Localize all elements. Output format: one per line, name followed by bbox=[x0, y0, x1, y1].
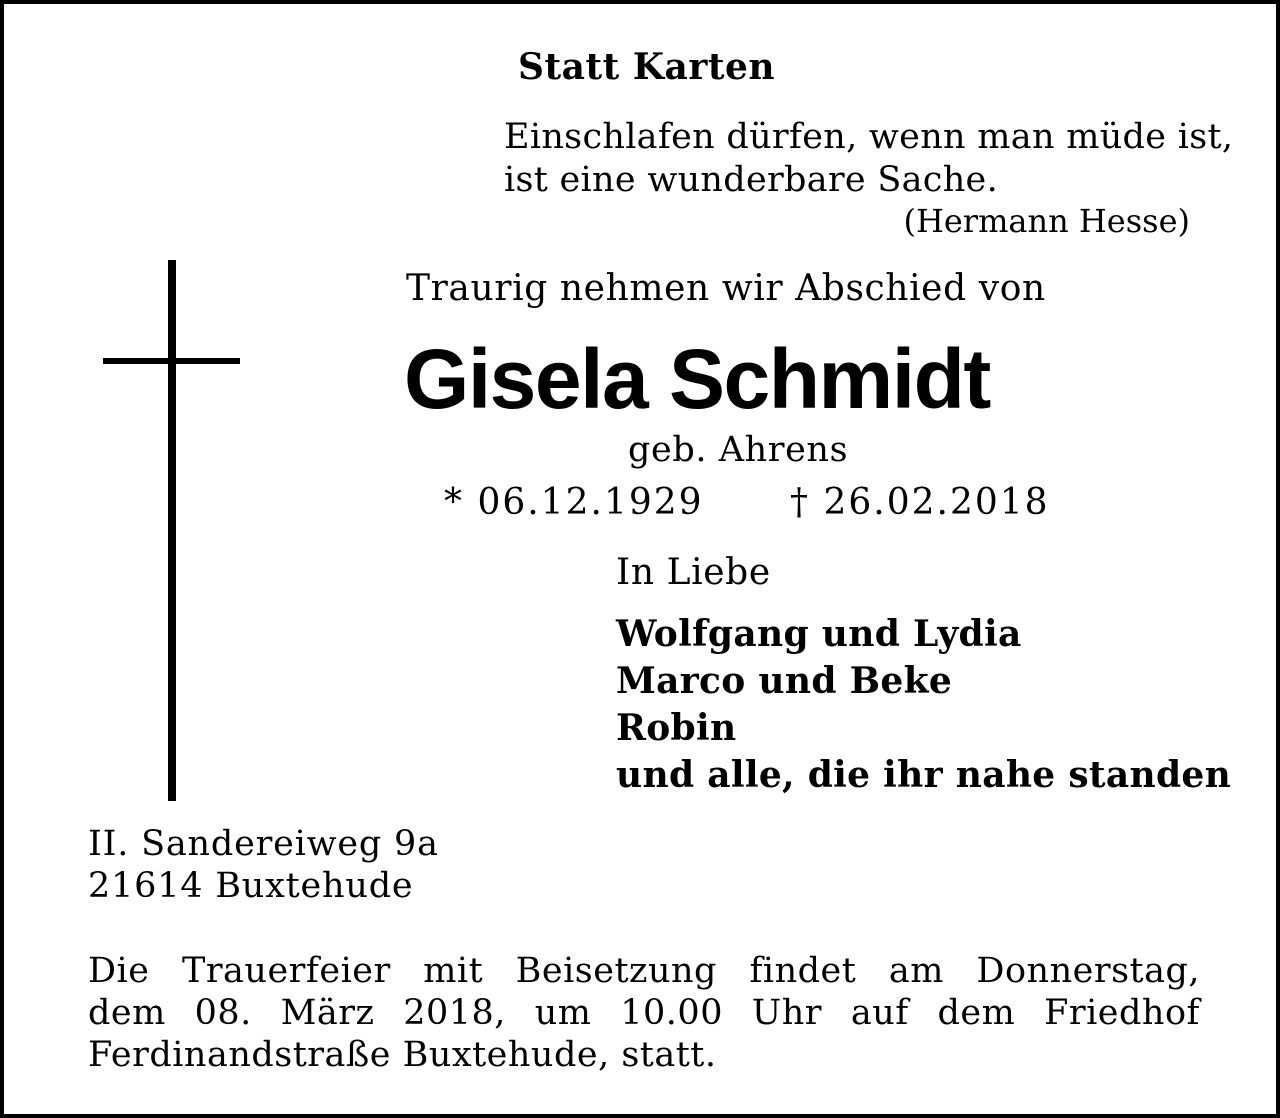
intro-text: Traurig nehmen wir Abschied von bbox=[406, 268, 1046, 309]
funeral-notice bbox=[88, 950, 1200, 1076]
closing-in-liebe: In Liebe bbox=[616, 552, 771, 593]
address-street: II. Sandereiweg 9a bbox=[88, 824, 439, 864]
mourner-line: und alle, die ihr nahe standen bbox=[616, 754, 1232, 796]
header-statt-karten: Statt Karten bbox=[518, 46, 776, 88]
funeral-notice-line-3: Ferdinandstraße Buxtehude, statt. bbox=[88, 1035, 717, 1075]
quote-author: (Hermann Hesse) bbox=[903, 202, 1190, 240]
mourner-line: Wolfgang und Lydia bbox=[616, 613, 1022, 655]
mourner-line: Robin bbox=[616, 707, 737, 749]
quote-line-2: ist eine wunderbare Sache. bbox=[504, 160, 998, 200]
mourner-line: Marco und Beke bbox=[616, 660, 953, 702]
birth-date: * 06.12.1929 bbox=[444, 482, 704, 523]
funeral-notice-line-2: dem 08. März 2018, um 10.00 Uhr auf dem Friedhof bbox=[88, 993, 1200, 1033]
deceased-name: Gisela Schmidt bbox=[404, 332, 990, 426]
cross-icon-horizontal-bar bbox=[103, 358, 240, 364]
address-city: 21614 Buxtehude bbox=[88, 866, 414, 906]
death-date: † 26.02.2018 bbox=[790, 482, 1050, 523]
cross-icon-vertical-bar bbox=[168, 260, 176, 801]
quote-line-1: Einschlafen dürfen, wenn man müde ist, bbox=[504, 117, 1234, 157]
funeral-notice-line-1: Die Trauerfeier mit Beisetzung findet am Donnerstag, bbox=[88, 951, 1200, 991]
birth-name: geb. Ahrens bbox=[628, 430, 849, 470]
